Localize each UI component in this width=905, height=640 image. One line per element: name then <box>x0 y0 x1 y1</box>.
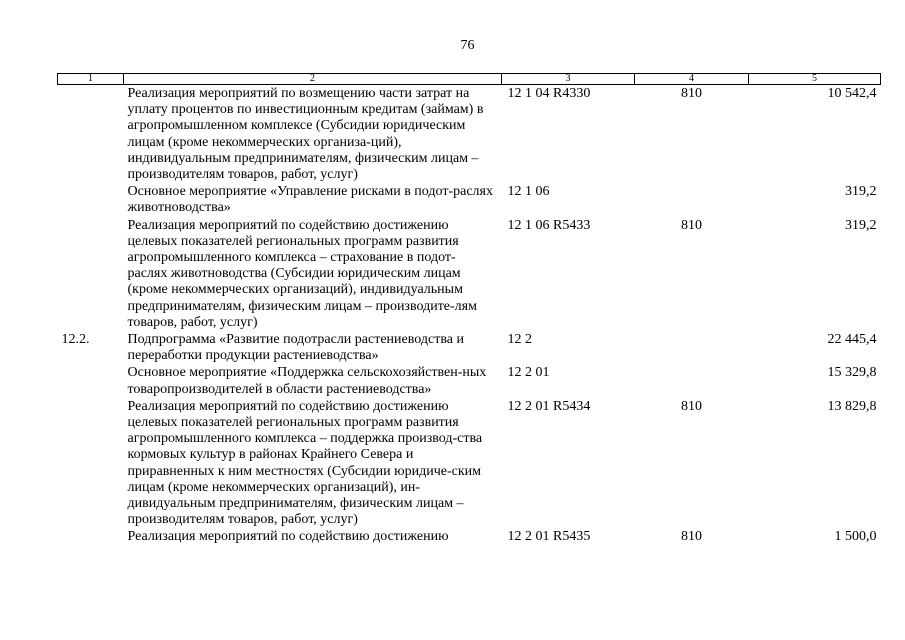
table-row <box>58 183 881 216</box>
row-name: Подпрограмма «Развитие подотрасли растениеводства и переработки продукции растениеводства» <box>127 332 464 364</box>
table-row <box>58 331 881 364</box>
row-expense-type: 810 <box>681 86 702 101</box>
row-code: 12 2 01 R5435 <box>507 529 591 545</box>
row-number <box>58 217 124 331</box>
row-amount: 15 329,8 <box>827 365 877 381</box>
table-header <box>58 74 881 85</box>
header-row <box>58 74 881 85</box>
table-row <box>58 85 881 184</box>
row-number <box>58 183 124 216</box>
row-number <box>58 398 124 529</box>
table-row <box>58 364 881 397</box>
row-expense-type: 810 <box>681 529 702 545</box>
table-body <box>58 85 881 546</box>
row-code: 12 1 06 R5433 <box>507 217 591 233</box>
budget-table <box>57 73 881 546</box>
column-number-4: 4 <box>635 74 749 85</box>
row-expense-type <box>635 364 749 397</box>
row-number <box>58 364 124 397</box>
row-number <box>58 85 124 184</box>
row-code: 12 1 06 <box>507 184 550 200</box>
row-amount: 319,2 <box>845 217 877 233</box>
row-expense-type <box>635 331 749 364</box>
row-amount: 10 542,4 <box>827 86 877 101</box>
row-amount: 13 829,8 <box>827 398 877 414</box>
column-number-1: 1 <box>58 74 124 85</box>
table-row <box>58 528 881 545</box>
row-expense-type <box>635 183 749 216</box>
row-amount: 1 500,0 <box>834 529 877 545</box>
row-amount: 22 445,4 <box>827 332 877 348</box>
table-row <box>58 217 881 331</box>
page-number: 76 <box>460 38 475 53</box>
row-name: Реализация мероприятий по содействию достижению целевых показателей региональных программ развития агропромышленного комплекса – поддержка производ-ства кормовых культур в районах Крайнего Севера и приравненных к ним местностях (Субсидии юридиче-ским лицам (кроме некоммерческих организаций), ин-дивидуальным предпринимателям, физическим лицам – производителям товаров, работ, услуг) <box>127 398 483 528</box>
row-name: Реализация мероприятий по возмещению части затрат на уплату процентов по инвестиционным кредитам (займам) в агропромышленном комплексе (Субсидии юридическим лицам (кроме некоммерческих организа-ций), индивидуальным предпринимателям, физическим лицам – производителям товаров, работ, услуг) <box>127 86 484 183</box>
row-amount: 319,2 <box>845 184 877 200</box>
row-code: 12 2 01 <box>507 365 550 381</box>
row-code: 12 2 01 R5434 <box>507 398 591 414</box>
table-row <box>58 398 881 529</box>
row-expense-type: 810 <box>681 217 702 233</box>
row-number <box>58 528 124 545</box>
row-name: Основное мероприятие «Управление рисками в подот-раслях животноводства» <box>127 184 493 216</box>
row-expense-type: 810 <box>681 398 702 414</box>
column-number-3: 3 <box>502 74 635 85</box>
row-name: Основное мероприятие «Поддержка сельскохозяйствен-ных товаропроизводителей в области растениеводства» <box>127 365 487 397</box>
row-code: 12 1 04 R4330 <box>507 86 591 101</box>
row-name: Реализация мероприятий по содействию достижению целевых показателей региональных программ развития агропромышленного комплекса – страхование в подот-раслях животноводства (Субсидии юридическим лицам (кроме некоммерческих организаций), индивидуальным предпринимателям, физическим лицам – производите-лям товаров, работ, услуг) <box>127 217 477 330</box>
column-number-5: 5 <box>749 74 881 85</box>
row-code: 12 2 <box>507 332 532 348</box>
row-name: Реализация мероприятий по содействию достижению <box>127 529 449 545</box>
column-number-2: 2 <box>124 74 502 85</box>
row-number: 12.2. <box>61 332 90 348</box>
